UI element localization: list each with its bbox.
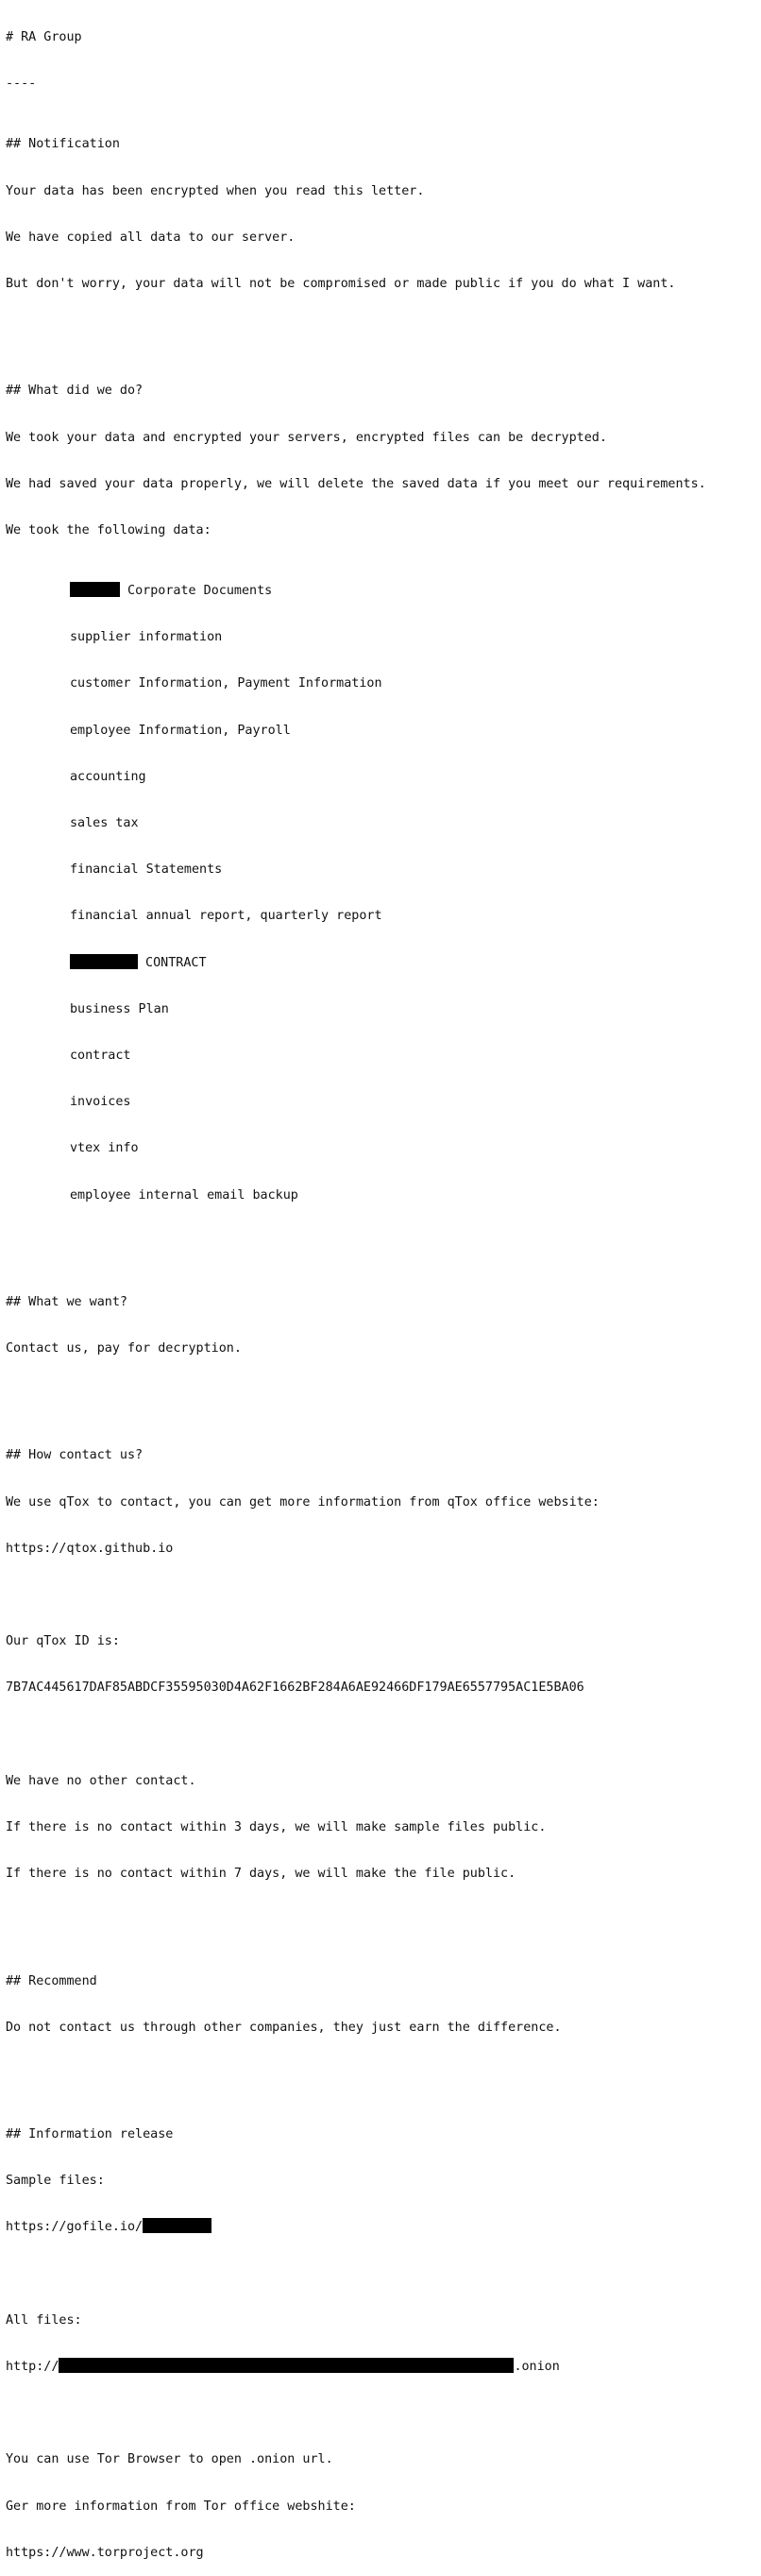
notification-heading: ## Notification <box>6 137 120 152</box>
redaction-bar <box>70 954 138 969</box>
contact-line: We use qTox to contact, you can get more information from qTox office website: <box>6 1494 600 1510</box>
data-item-text: Corporate Documents <box>120 584 273 599</box>
data-item: employee Information, Payroll <box>70 723 291 738</box>
data-item: business Plan <box>70 1001 169 1016</box>
data-item-text: CONTRACT <box>138 955 207 970</box>
data-item: invoices <box>70 1095 131 1110</box>
tor-url: https://www.torproject.org <box>6 2545 204 2560</box>
data-item: customer Information, Payment Information <box>70 676 382 691</box>
release-heading: ## Information release <box>6 2127 174 2142</box>
notification-line: Your data has been encrypted when you read this letter. <box>6 183 425 198</box>
sample-files-label: Sample files: <box>6 2174 105 2189</box>
data-item: sales tax <box>70 816 139 830</box>
blank-line <box>6 1233 759 1251</box>
data-item: contract <box>70 1048 131 1063</box>
tor-line: You can use Tor Browser to open .onion url. <box>6 2452 333 2467</box>
notification-line: We have copied all data to our server. <box>6 230 296 245</box>
notification-line: But don't worry, your data will not be compromised or made public if you do what I want. <box>6 276 676 291</box>
blank-line <box>6 1726 759 1744</box>
recommend-heading: ## Recommend <box>6 1973 97 1988</box>
all-url-suffix: .onion <box>514 2360 560 2374</box>
blank-line <box>6 1911 759 1929</box>
recommend-line: Do not contact us through other companies, they just earn the difference. <box>6 2020 562 2035</box>
tor-line: Ger more information from Tor office webshite: <box>6 2499 356 2514</box>
data-item: financial annual report, quarterly report <box>70 909 382 924</box>
sample-files-url <box>6 2218 759 2236</box>
redaction-bar <box>143 2218 211 2233</box>
data-item: supplier information <box>70 630 223 645</box>
all-url-prefix: http:// <box>6 2360 59 2374</box>
blank-line <box>6 2265 759 2283</box>
what-did-line: We took your data and encrypted your servers, encrypted files can be decrypted. <box>6 430 607 445</box>
blank-line <box>6 1586 759 1604</box>
sample-url-prefix: https://gofile.io/ <box>6 2220 144 2235</box>
ransom-note <box>6 0 759 2576</box>
contact-note: If there is no contact within 3 days, we will make sample files public. <box>6 1819 547 1834</box>
qtox-id-value: 7B7AC445617DAF85ABDCF35595030D4A62F1662BF284A6AE92466DF179AE6557795AC1E5BA06 <box>6 1680 584 1696</box>
qtox-id-label: Our qTox ID is: <box>6 1634 120 1649</box>
what-did-line: We took the following data: <box>6 522 211 537</box>
blank-line <box>6 321 759 339</box>
contact-note: We have no other contact. <box>6 1773 196 1788</box>
data-item: employee internal email backup <box>70 1187 298 1203</box>
doc-title: # RA Group <box>6 30 82 44</box>
data-item: accounting <box>70 769 146 784</box>
data-item: financial Statements <box>70 862 223 878</box>
data-item: vtex info <box>70 1141 139 1156</box>
data-item <box>6 582 759 600</box>
what-did-line: We had saved your data properly, we will delete the saved data if you meet our requirements. <box>6 476 706 491</box>
what-want-heading: ## What we want? <box>6 1294 127 1309</box>
what-want-line: Contact us, pay for decryption. <box>6 1341 242 1356</box>
all-files-url <box>6 2358 759 2376</box>
contact-note: If there is no contact within 7 days, we will make the file public. <box>6 1867 516 1882</box>
redaction-bar <box>59 2358 514 2373</box>
blank-line <box>6 1386 759 1404</box>
what-did-heading: ## What did we do? <box>6 384 144 399</box>
blank-line <box>6 2404 759 2422</box>
blank-line <box>6 2065 759 2083</box>
data-item <box>6 954 759 972</box>
qtox-url: https://qtox.github.io <box>6 1541 174 1556</box>
title-rule: ---- <box>6 77 37 92</box>
contact-heading: ## How contact us? <box>6 1448 144 1463</box>
redaction-bar <box>70 582 120 597</box>
all-files-label: All files: <box>6 2312 82 2328</box>
